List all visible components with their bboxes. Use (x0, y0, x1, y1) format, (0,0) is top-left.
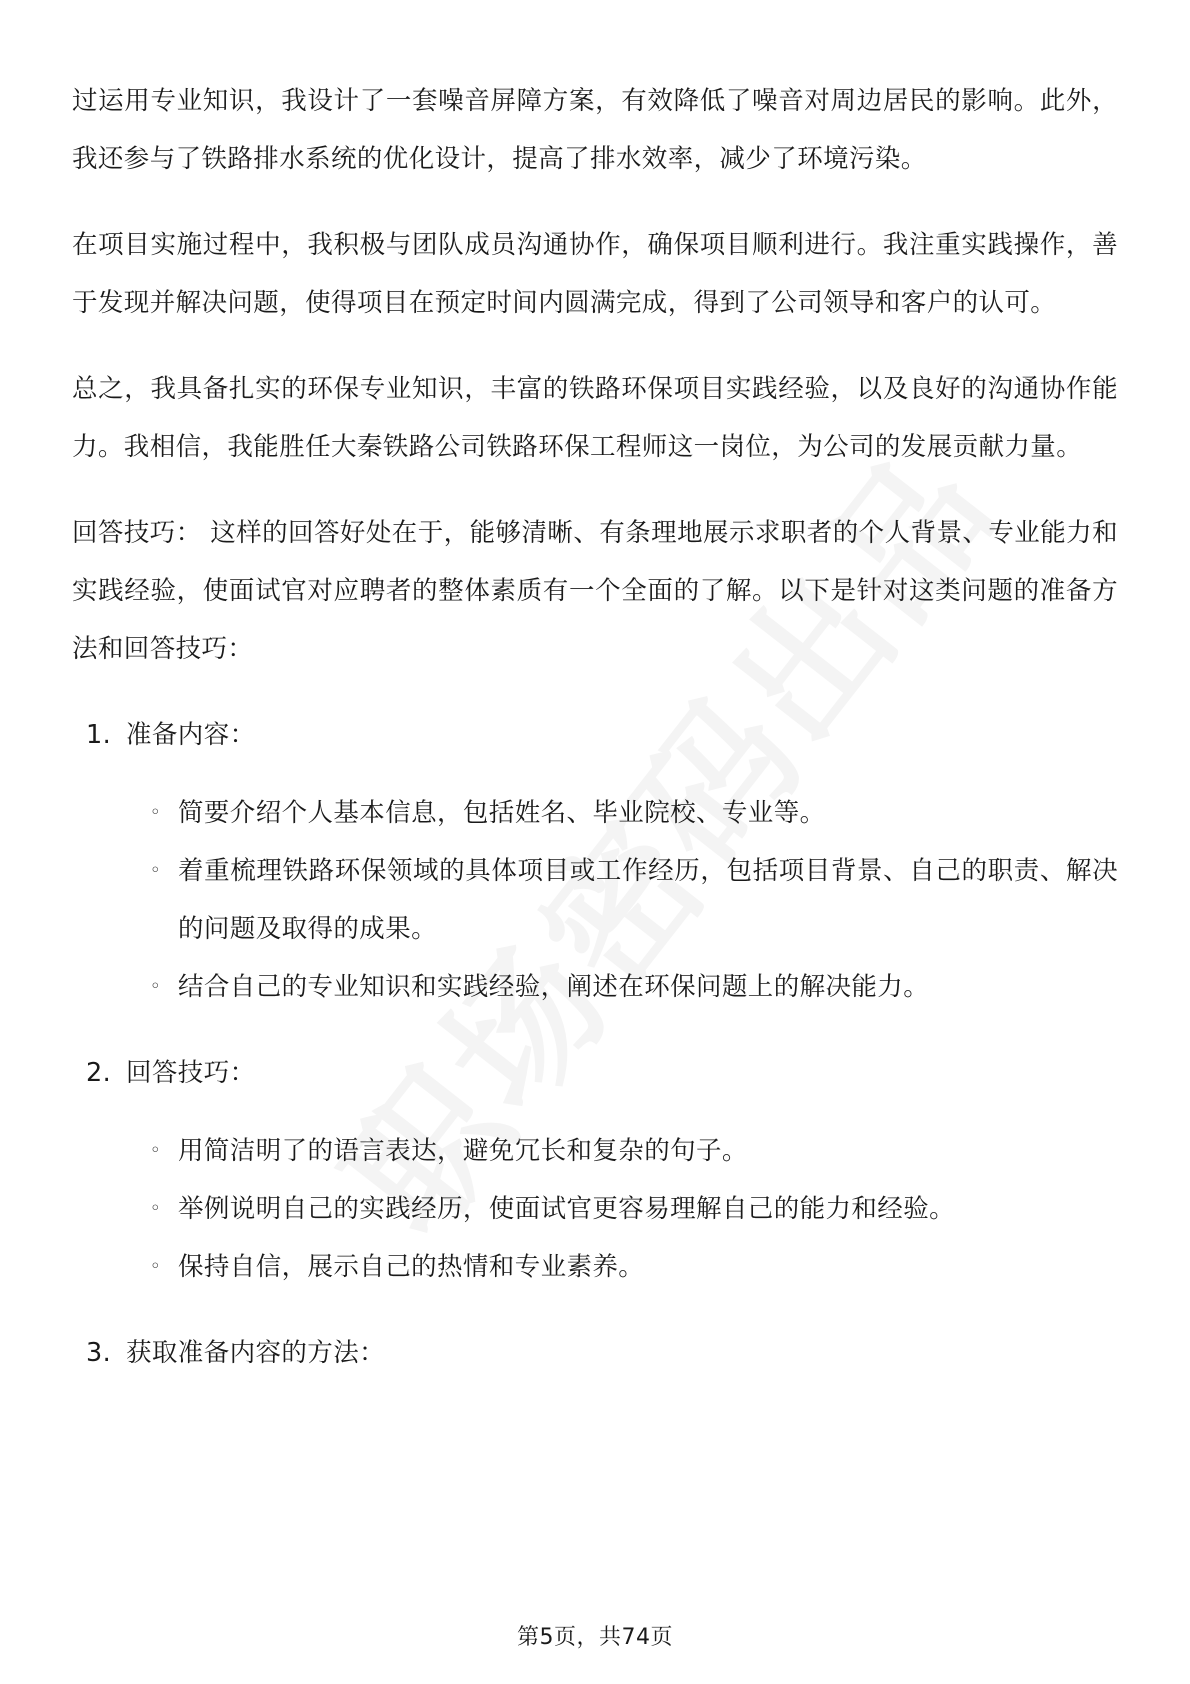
page-number-footer: 第5页，共74页 (517, 1625, 673, 1650)
bullet-icon: ◦ (150, 976, 162, 997)
bullet-list (72, 784, 1118, 1016)
list-item (148, 1180, 1118, 1238)
list-item (148, 1122, 1118, 1180)
list-item (148, 784, 1118, 842)
list-item-text: 用简洁明了的语言表达，避免冗长和复杂的句子。 (178, 1136, 748, 1166)
section-title: 回答技巧： (126, 1058, 256, 1088)
list-item (148, 1238, 1118, 1296)
bullet-icon: ◦ (150, 860, 162, 881)
section-answer-tips (72, 1044, 1118, 1296)
section-prepare-content (72, 706, 1118, 1016)
document-body (72, 72, 1118, 1402)
paragraph-answer-tips: 回答技巧： 这样的回答好处在于，能够清晰、有条理地展示求职者的个人背景、专业能力和实践经验，使面试官对应聘者的整体素质有一个全面的了解。以下是针对这类问题的准备方法和回答技巧： (72, 518, 1118, 664)
paragraph-2: 在项目实施过程中，我积极与团队成员沟通协作，确保项目顺利进行。我注重实践操作，善于发现并解决问题，使得项目在预定时间内圆满完成，得到了公司领导和客户的认可。 (72, 230, 1118, 318)
section-number: 1. (86, 720, 112, 750)
section-number: 2. (86, 1058, 112, 1088)
list-item-text: 着重梳理铁路环保领域的具体项目或工作经历，包括项目背景、自己的职责、解决的问题及取得的成果。 (178, 856, 1118, 944)
section-title: 获取准备内容的方法： (126, 1338, 386, 1368)
list-item (148, 842, 1118, 958)
bullet-icon: ◦ (150, 1198, 162, 1219)
bullet-icon: ◦ (150, 1256, 162, 1277)
section-number: 3. (86, 1338, 112, 1368)
paragraph-1: 过运用专业知识，我设计了一套噪音屏障方案，有效降低了噪音对周边居民的影响。此外，我还参与了铁路排水系统的优化设计，提高了排水效率，减少了环境污染。 (72, 86, 1118, 174)
list-item-text: 保持自信，展示自己的热情和专业素养。 (178, 1252, 645, 1282)
section-heading (86, 1324, 1118, 1382)
bullet-list (72, 1122, 1118, 1296)
section-title: 准备内容： (126, 720, 256, 750)
section-methods (72, 1324, 1118, 1382)
list-item (148, 958, 1118, 1016)
list-item-text: 举例说明自己的实践经历，使面试官更容易理解自己的能力和经验。 (178, 1194, 956, 1224)
list-item-text: 结合自己的专业知识和实践经验，阐述在环保问题上的解决能力。 (178, 972, 930, 1002)
section-heading (86, 1044, 1118, 1102)
section-heading (86, 706, 1118, 764)
bullet-icon: ◦ (150, 1140, 162, 1161)
paragraph-3: 总之，我具备扎实的环保专业知识，丰富的铁路环保项目实践经验，以及良好的沟通协作能力。我相信，我能胜任大秦铁路公司铁路环保工程师这一岗位，为公司的发展贡献力量。 (72, 374, 1118, 462)
bullet-icon: ◦ (150, 802, 162, 823)
list-item-text: 简要介绍个人基本信息，包括姓名、毕业院校、专业等。 (178, 798, 826, 828)
